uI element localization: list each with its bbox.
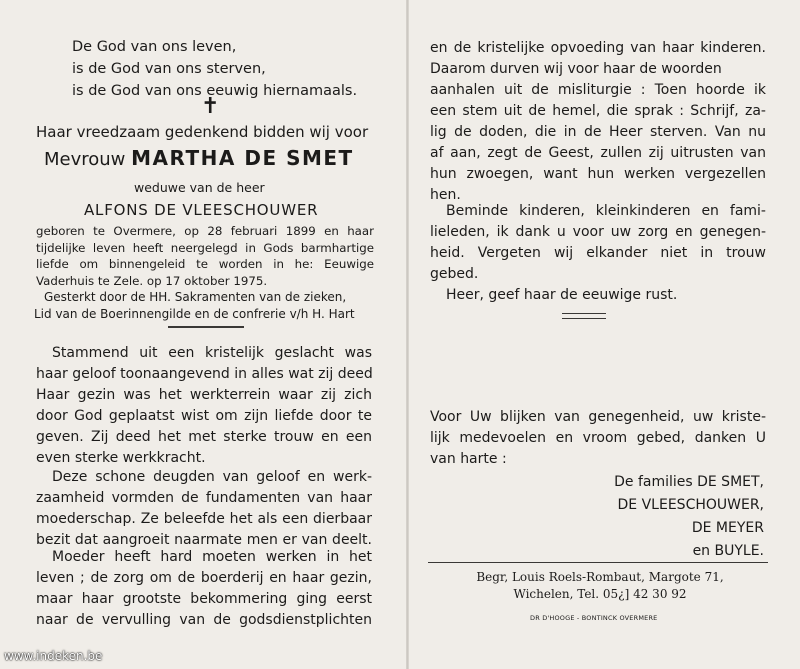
text-line: zaamheid vormden de fundamenten van haar [36,490,372,506]
text-line: naar de vervulling van de godsdienstplichten [36,612,372,628]
paragraph-faith [36,343,372,469]
text-line: haar geloof toonaangevend in alles wat zij deed [36,366,373,382]
family-line: en BUYLE. [692,543,764,559]
text-line: lieleden, ik dank u voor uw zorg en genegen- [430,224,766,240]
thanks-block [430,407,766,470]
funeral-director-block [466,569,734,603]
bio-line: geboren te Overmere, op 28 februari 1899 en haar [36,224,374,238]
closing-prayer: Heer, geef haar de eeuwige rust. [446,287,678,303]
text-line: lijk medevoelen en vroom gebed, danken U [430,430,766,446]
text-line: leven ; de zorg om de boerderij en haar gezin, [36,570,372,586]
website-watermark: www.indeken.be [4,649,103,663]
text-line: Deze schone deugden van geloof en werk- [52,469,372,485]
divider-top [562,313,606,314]
bio-line: liefde om binnengeleid te worden in he: Eeuwige [36,257,374,271]
text-line: hen. [430,187,461,203]
text-line: geven. Zij deed het met sterke trouw en een [36,429,372,445]
paragraph-work [36,547,372,631]
text-line: heid. Vergeten wij elkander niet in trouw [430,245,766,261]
text-line: lig de doden, die in de Heer sterven. Van nu [430,124,766,140]
opening-verse [72,36,357,102]
verse-line: De God van ons leven, [72,39,237,55]
sacraments-block [34,289,355,322]
text-line: Daarom durven wij voor haar de woorden [430,61,722,77]
text-line: Voor Uw blijken van genegenheid, uw kriste- [430,409,766,425]
text-line: aanhalen uit de misliturgie : Toen hoorde ik [430,82,766,98]
text-line: van harte : [430,451,507,467]
text-line: moederschap. Ze beleefde het als een dierbaar [36,511,372,527]
text-line: maar haar grootste bekommering ging eerst [36,591,372,607]
husband-name: ALFONS DE VLEESCHOUWER [84,201,319,219]
footer-rule [428,562,768,563]
bio-line: Vaderhuis te Zele. op 17 oktober 1975. [36,273,268,288]
verse-line: is de God van ons sterven, [72,61,266,77]
verse-line: is de God van ons eeuwig hiernamaals. [72,83,358,99]
text-line: hun zwoegen, want hun werken vergezellen [430,166,766,182]
sacraments-line: Gesterkt door de HH. Sakramenten van de zieken, [44,290,347,304]
funeral-director-line: Wichelen, Tel. 05¿] 42 30 92 [513,587,687,601]
bio-block [36,223,374,289]
text-line: af aan, zegt de Geest, zullen zij uitrusten van [430,145,766,161]
family-line: DE VLEESCHOUWER, [617,497,764,513]
sacraments-line: Lid van de Boerinnengilde en de confrerie v/h H. Hart [34,306,355,321]
text-line: even sterke werkkracht. [36,450,206,466]
bio-line: tijdelijke leven heeft neergelegd in Gods barmhartige [36,240,374,255]
text-line: een stem uit de hemel, die sprak : Schrijf, za- [430,103,766,119]
text-line: Haar gezin was het werkterrein waar zij zich [36,387,372,403]
card-fold [406,0,409,669]
families-block [560,471,764,563]
cross-icon: ✝ [201,94,220,119]
text-line: Stammend uit een kristelijk geslacht was [52,345,372,361]
family-line: DE MEYER [691,520,764,536]
text-line: en de kristelijke opvoeding van haar kinderen. [430,40,766,56]
widow-of-line: weduwe van de heer [134,180,265,195]
funeral-director-line: Begr, Louis Roels-Rombaut, Margote 71, [476,570,724,584]
family-line: De families DE SMET, [614,474,764,490]
text-line: gebed. [430,266,479,282]
text-line: Beminde kinderen, kleinkinderen en fami- [446,203,766,219]
deceased-name: MARTHA DE SMET [131,146,354,170]
deceased-name-line [44,146,354,170]
name-prefix: Mevrouw [44,149,126,170]
text-line: door God geplaatst wist om zijn liefde door te [36,408,372,424]
intro-line: Haar vreedzaam gedenkend bidden wij voor [36,123,369,141]
paragraph-virtues [36,467,372,551]
text-line: bezit dat aangroeit naarmate men er van deelt. [36,532,372,548]
text-line: Moeder heeft hard moeten werken in het [52,549,372,565]
divider-ornament [168,326,244,328]
paragraph-family [430,201,766,285]
printer-credit: DR D'HOOGE - BONTINCK OVERMERE [530,614,658,622]
paragraph-liturgy [430,38,766,206]
divider-bottom [562,318,606,319]
